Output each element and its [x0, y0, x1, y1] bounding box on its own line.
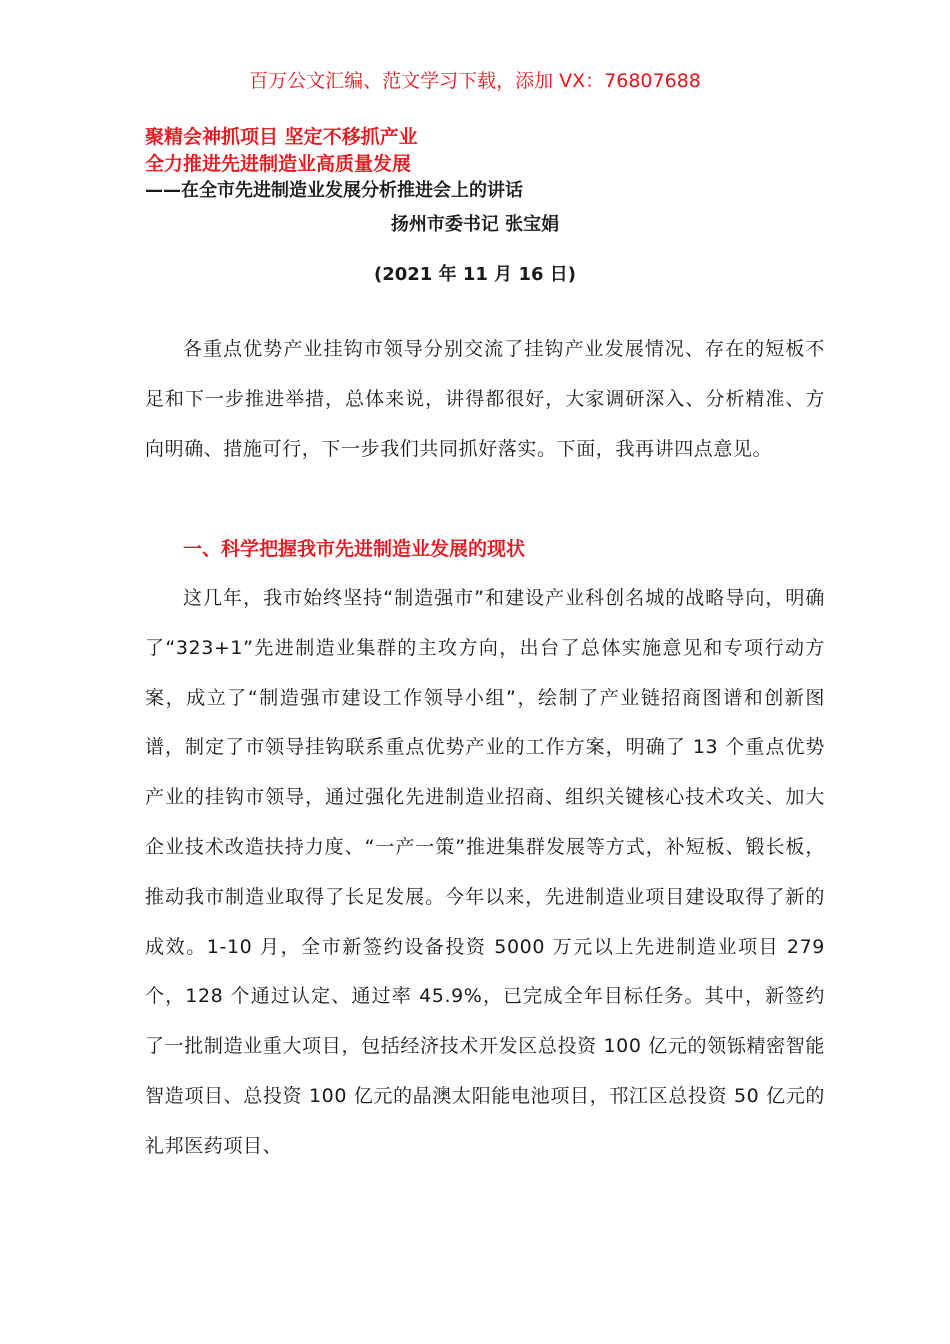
author-line: 扬州市委书记 张宝娟: [390, 214, 560, 235]
download-banner: 百万公文汇编、范文学习下载，添加 VX：76807688: [249, 70, 701, 92]
main-title-line-1: 聚精会神抓项目 坚定不移抓产业: [145, 126, 418, 148]
speech-subtitle: ——在全市先进制造业发展分析推进会上的讲话: [145, 180, 523, 201]
title-block: [145, 124, 825, 204]
intro-paragraph: 各重点优势产业挂钩市领导分别交流了挂钩产业发展情况、存在的短板不足和下一步推进举措，总体来说，讲得都很好，大家调研深入、分析精准、方向明确、措施可行，下一步我们共同抓好落实。下面，我再讲四点意见。: [145, 338, 825, 460]
section-1-paragraph: 这几年，我市始终坚持“制造强市”和建设产业科创名城的战略导向，明确了“323+1”先进制造业集群的主攻方向，出台了总体实施意见和专项行动方案，成立了“制造强市建设工作领导小组”，绘制了产业链招商图谱和创新图谱，制定了市领导挂钩联系重点优势产业的工作方案，明确了 13 个重点优势产业的挂钩市领导，通过强化先进制造业招商、组织关键核心技术攻关、加大企业技术改造扶持力度、“一产一策”推进集群发展等方式，补短板、锻长板，推动我市制造业取得了长足发展。今年以来，先进制造业项目建设取得了新的成效。1-10 月，全市新签约设备投资 5000 万元以上先进制造业项目 279 个，128 个通过认定、通过率 45.9%，已完成全年目标任务。其中，新签约了一批制造业重大项目，包括经济技术开发区总投资 100 亿元的领铄精密智能智造项目、总投资 100 亿元的晶澳太阳能电池项目，邗江区总投资 50 亿元的礼邦医药项目、: [145, 587, 825, 1157]
speech-date: (2021 年 11 月 16 日): [374, 264, 576, 285]
section-1-heading: 一、科学把握我市先进制造业发展的现状: [183, 538, 526, 560]
main-title-line-2: 全力推进先进制造业高质量发展: [145, 153, 412, 175]
